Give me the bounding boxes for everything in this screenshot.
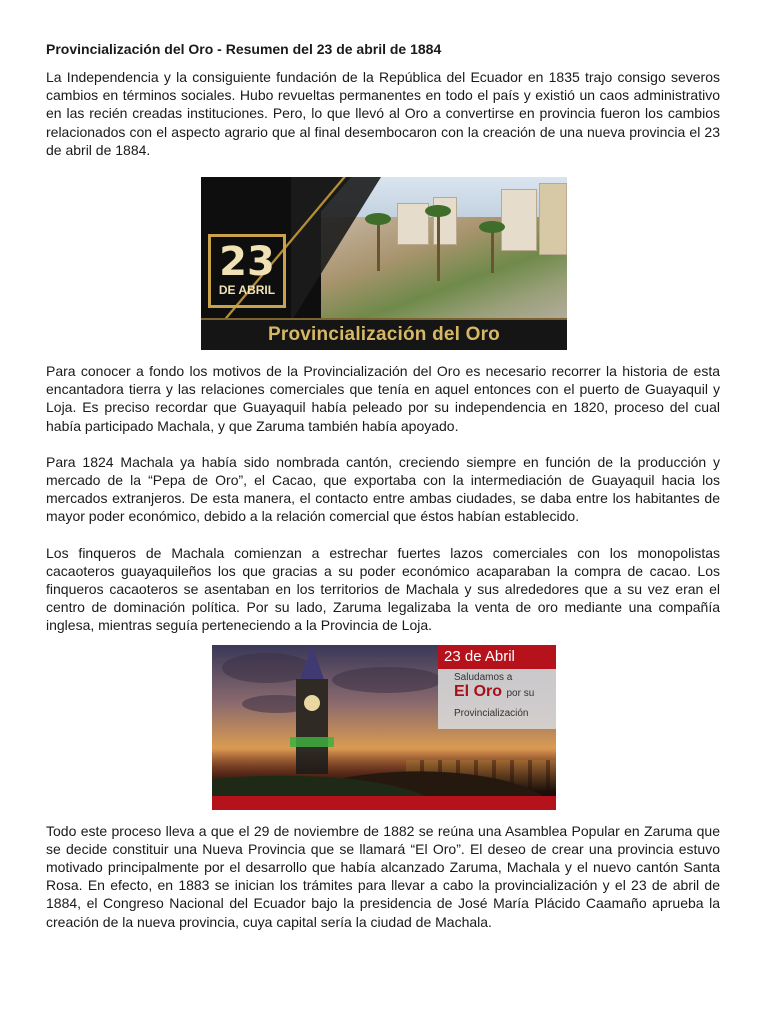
date-month: DE ABRIL <box>218 283 276 298</box>
paragraph-2: Para conocer a fondo los motivos de la Provincialización del Oro es necesario recorrer la historia de esta encantadora tierra y las relaciones comerciales que tenía en aquel entonces con el puerto de Guayaquil y Loja. Es preciso recordar que Guayaquil había peleado por su independencia en 1820, proceso del cual había participado Machala, y que Zaruma también había apoyado. <box>46 363 720 434</box>
date-badge <box>208 234 286 308</box>
greeting-panel <box>438 645 556 729</box>
greeting-header: 23 de Abril <box>438 645 556 669</box>
provincializacion-banner-image <box>201 177 567 350</box>
greeting-text: Saludamos a <box>454 671 513 683</box>
clock-face <box>304 695 320 711</box>
document-title: Provincialización del Oro - Resumen del 23 de abril de 1884 <box>46 41 442 57</box>
paragraph-5: Todo este proceso lleva a que el 29 de noviembre de 1882 se reúna una Asamblea Popular en Zaruma que se decide constituir una Nueva Provincia que se llamará “El Oro”. El deseo de crear una provincia estuvo motivado principalmente por el desarrollo que había alcanzado Zaruma, Machala y el nuevo cantón Santa Rosa. En efecto, en 1883 se inician los trámites para llevar a cabo la provincialización y el 23 de abril de 1884, el Congreso Nacional del Ecuador bajo la presidencia de José María Plácido Caamaño aprueba la creación de la nueva provincia, cuya capital sería la ciudad de Machala. <box>46 822 720 930</box>
greeting-reason: Provincialización <box>454 707 529 719</box>
paragraph-1: La Independencia y la consiguiente fundación de la República del Ecuador en 1835 trajo consigo severos cambios en términos sociales. Hubo revueltas permanentes en todo el país y existió un caos administrativo en las recién creadas instituciones. Pero, lo que llevó al Oro a convertirse en provincia fueron los cambios relacionados con el aspecto agrario que al final desembocaron con la creación de una nueva provincia el 23 de abril de 1884. <box>46 69 720 158</box>
banner-caption: Provincialización del Oro <box>201 318 567 350</box>
greeting-name: El Oro por su <box>454 682 535 700</box>
date-number: 23 <box>219 239 275 286</box>
paragraph-4: Los finqueros de Machala comienzan a estrechar fuertes lazos comerciales con los monopolistas cacaoteros guayaquileños los que gracias a su poder económico acaparaban la compra de cacao. Los finqueros cacaoteros se asentaban en los territorios de Machala y sus alrededores que a su vez eran el centro de dominación política. Por su lado, Zaruma legalizaba la venta de oro mediante una compañía inglesa, mientras seguía perteneciendo a la Provincia de Loja. <box>46 544 720 634</box>
paragraph-3: Para 1824 Machala ya había sido nombrada cantón, creciendo siempre en función de la producción y mercado de la “Pepa de Oro”, el Cacao, que exportaba con la intermediación de Guayaquil hacia los mercados extranjeros. De esta manera, el contacto entre ambas ciudades, se daba entre los habitantes de mayor poder económico, debido a la relación comercial que éstos habían establecido. <box>46 453 720 525</box>
document-page <box>46 40 720 931</box>
saludo-banner-image <box>212 645 556 810</box>
